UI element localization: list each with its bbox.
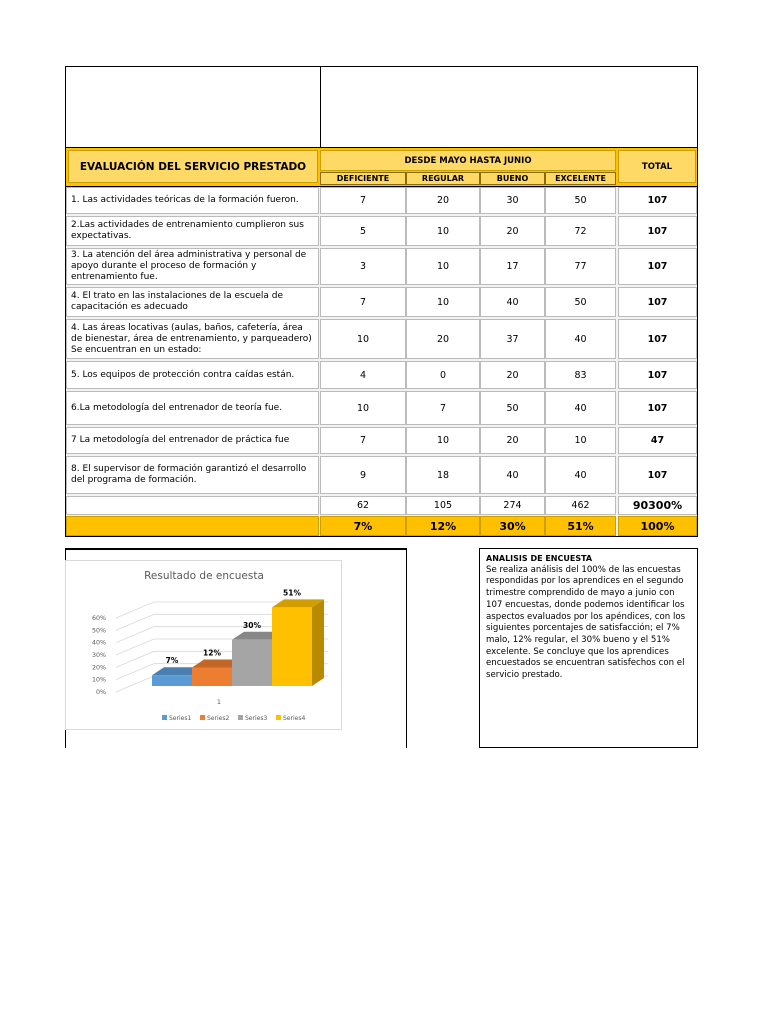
percent-cell: 51% [545, 516, 616, 536]
value-cell: 10 [406, 248, 480, 285]
total-cell: 107 [618, 456, 697, 494]
bar [272, 607, 312, 686]
value-cell: 3 [320, 248, 406, 285]
analysis-title: ANALISIS DE ENCUESTA [486, 554, 593, 563]
y-tick-label: 50% [92, 627, 106, 635]
header-box [320, 66, 698, 148]
value-cell: 40 [545, 456, 616, 494]
legend-swatch [162, 715, 167, 720]
value-cell: 10 [406, 216, 480, 246]
value-cell: 7 [406, 391, 480, 425]
chart-y-ticks [92, 615, 106, 696]
analysis-body: Se realiza análisis del 100% de las encuestas respondidas por los aprendices en el segundo trimestre comprendido de mayo a junio con 107 encuestas, donde podemos identificar los aspectos evaluados por los apéndices, con los siguientes porcentajes de satisfacción; el 7% malo, 12% regular, el 30% bueno y el 51% excelente. Se concluye que los aprendices encuestados se encuentran satisfechos con el servicio prestado. [486, 564, 686, 681]
column-header-deficiente: DEFICIENTE [320, 172, 406, 185]
logo-box [65, 66, 321, 148]
value-cell: 10 [406, 287, 480, 317]
value-cell: 20 [480, 361, 545, 389]
value-cell: 20 [480, 216, 545, 246]
legend-label: Series4 [283, 715, 306, 722]
value-cell: 83 [545, 361, 616, 389]
x-tick-label: 1 [216, 698, 222, 706]
y-tick-label: 40% [92, 639, 106, 647]
data-label: 51% [283, 588, 301, 598]
question-cell: 7 La metodología del entrenador de práctica fue [66, 427, 319, 454]
value-cell: 0 [406, 361, 480, 389]
value-cell: 37 [480, 319, 545, 359]
analysis-box [479, 548, 698, 748]
percent-cell: 7% [320, 516, 406, 536]
total-header: TOTAL [618, 150, 696, 183]
legend-label: Series2 [207, 715, 230, 722]
y-tick-label: 30% [92, 652, 106, 659]
sum-total-cell: 90300% [618, 496, 697, 515]
value-cell: 72 [545, 216, 616, 246]
sums-label-cell [66, 496, 319, 515]
value-cell: 50 [545, 287, 616, 317]
value-cell: 50 [545, 187, 616, 214]
value-cell: 50 [480, 391, 545, 425]
value-cell: 5 [320, 216, 406, 246]
total-cell: 47 [618, 427, 697, 454]
value-cell: 10 [320, 391, 406, 425]
question-cell: 3. La atención del área administrativa y personal de apoyo durante el proceso de formación y entrenamiento fue. [66, 248, 319, 285]
total-cell: 107 [618, 319, 697, 359]
bar [152, 675, 192, 686]
value-cell: 20 [406, 187, 480, 214]
question-cell: 4. El trato en las instalaciones de la escuela de capacitación es adecuado [66, 287, 319, 317]
value-cell: 10 [545, 427, 616, 454]
total-cell: 107 [618, 248, 697, 285]
question-cell: 8. El supervisor de formación garantizó el desarrollo del programa de formación. [66, 456, 319, 494]
value-cell: 20 [406, 319, 480, 359]
chart-legend [162, 715, 305, 722]
legend-label: Series3 [245, 715, 268, 722]
question-cell: 4. Las áreas locativas (aulas, baños, cafetería, área de bienestar, área de entrenamiento, y parqueadero) Se encuentran en un estado: [66, 319, 319, 359]
question-cell: 6.La metodología del entrenador de teoría fue. [66, 391, 319, 425]
bar [192, 668, 232, 687]
value-cell: 7 [320, 187, 406, 214]
chart-svg [66, 561, 343, 731]
column-header-regular: REGULAR [406, 172, 480, 185]
sum-cell: 62 [320, 496, 406, 515]
legend-swatch [200, 715, 205, 720]
bar [232, 640, 272, 686]
sum-cell: 105 [406, 496, 480, 515]
value-cell: 77 [545, 248, 616, 285]
value-cell: 40 [480, 456, 545, 494]
value-cell: 40 [545, 319, 616, 359]
data-label: 7% [165, 656, 179, 666]
column-header-bueno: BUENO [480, 172, 545, 185]
y-tick-label: 60% [92, 615, 106, 622]
y-tick-label: 10% [92, 676, 106, 684]
value-cell: 40 [545, 391, 616, 425]
value-cell: 10 [406, 427, 480, 454]
sum-cell: 462 [545, 496, 616, 515]
value-cell: 40 [480, 287, 545, 317]
value-cell: 18 [406, 456, 480, 494]
bar-side [312, 599, 324, 686]
total-cell: 107 [618, 361, 697, 389]
value-cell: 4 [320, 361, 406, 389]
percent-cell: 30% [480, 516, 545, 536]
period-header: DESDE MAYO HASTA JUNIO [320, 150, 616, 171]
question-cell: 5. Los equipos de protección contra caídas están. [66, 361, 319, 389]
value-cell: 17 [480, 248, 545, 285]
question-cell: 2.Las actividades de entrenamiento cumplieron sus expectativas. [66, 216, 319, 246]
total-cell: 107 [618, 216, 697, 246]
value-cell: 20 [480, 427, 545, 454]
chart-bars [152, 599, 324, 686]
value-cell: 7 [320, 427, 406, 454]
value-cell: 9 [320, 456, 406, 494]
percent-label-cell [66, 516, 319, 536]
total-cell: 107 [618, 287, 697, 317]
data-label: 30% [243, 620, 261, 630]
total-cell: 107 [618, 391, 697, 425]
column-header-excelente: EXCELENTE [545, 172, 616, 185]
chart-title: Resultado de encuesta [144, 570, 264, 582]
percent-cell: 12% [406, 516, 480, 536]
value-cell: 30 [480, 187, 545, 214]
legend-swatch [276, 715, 281, 720]
y-tick-label: 0% [96, 689, 106, 696]
data-label: 12% [203, 648, 221, 658]
legend-swatch [238, 715, 243, 720]
value-cell: 10 [320, 319, 406, 359]
legend-label: Series1 [169, 715, 192, 722]
percent-total-cell: 100% [618, 516, 697, 536]
question-cell: 1. Las actividades teóricas de la formación fueron. [66, 187, 319, 214]
table-title: EVALUACIÓN DEL SERVICIO PRESTADO [68, 150, 318, 183]
value-cell: 7 [320, 287, 406, 317]
y-tick-label: 20% [92, 664, 106, 672]
chart-area [65, 560, 342, 730]
sum-cell: 274 [480, 496, 545, 515]
total-cell: 107 [618, 187, 697, 214]
